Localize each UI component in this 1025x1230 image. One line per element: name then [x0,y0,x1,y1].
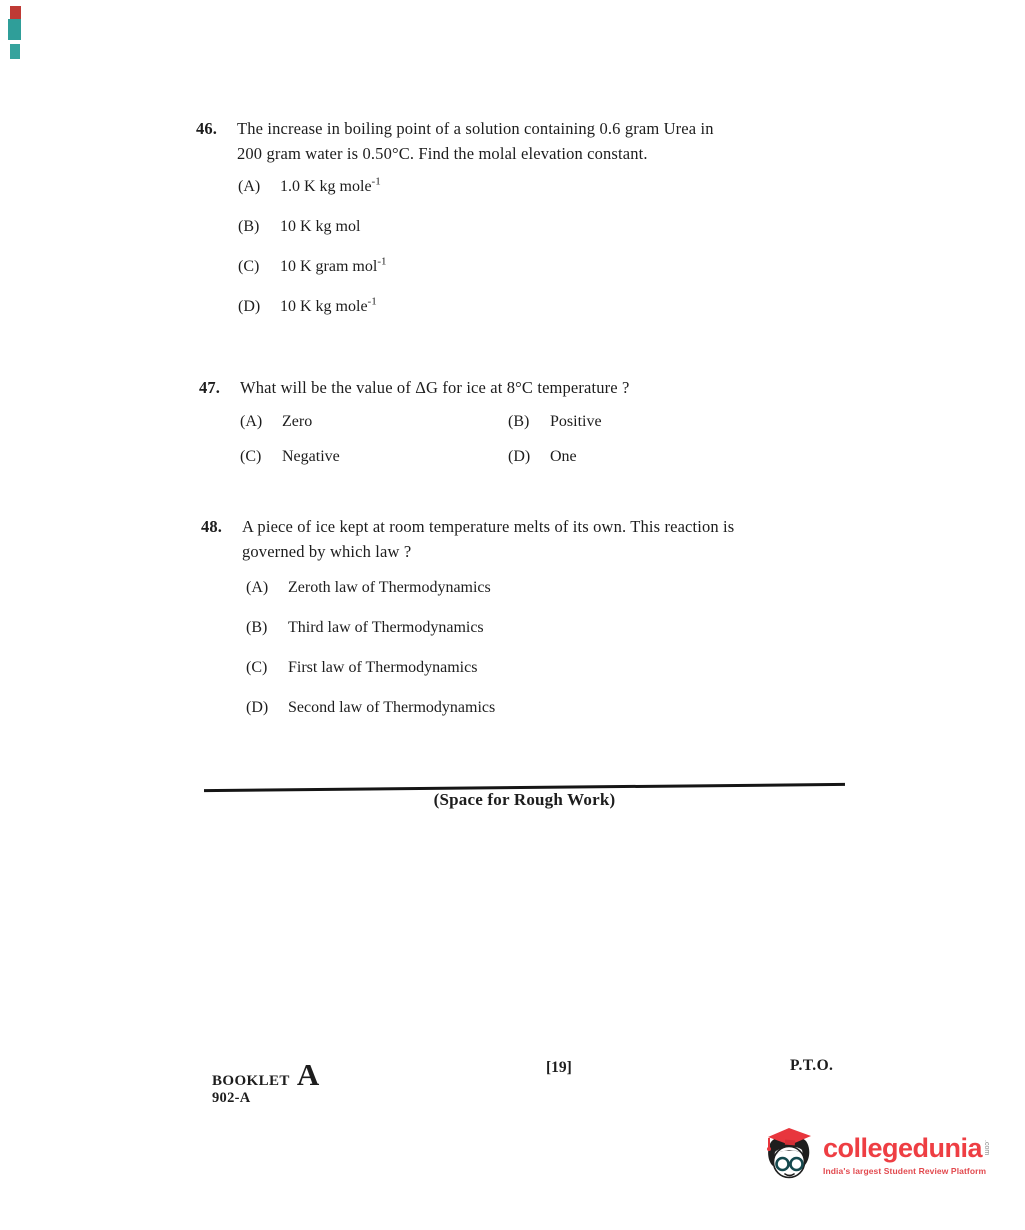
option-label: (A) [246,579,269,596]
option-text: Second law of Thermodynamics [288,699,496,716]
option-text: Positive [550,413,602,430]
option-label: (A) [238,178,261,195]
option-label: (C) [246,659,268,676]
option-text: 10 K gram mol$^{-1}$ [280,255,387,275]
option-text: Zeroth law of Thermodynamics [288,579,491,596]
question-text-line: The increase in boiling point of a solution containing 0.6 gram Urea in [237,119,714,138]
option-label: (D) [246,699,269,716]
pto-label: P.T.O. [790,1057,834,1074]
option-text: 10 K kg mol [280,218,361,235]
option-text: Third law of Thermodynamics [288,619,484,636]
option-a [246,578,495,597]
question-number: 47. [199,378,221,397]
logo-text [823,1120,990,1176]
option-b [246,618,495,637]
option-label: (B) [508,413,530,430]
brand-wordmark: collegedunia [823,1133,983,1163]
option-label: (D) [508,448,531,465]
option-label: (B) [246,619,268,636]
question-47 [199,375,859,400]
question-text-line: What will be the value of ΔG for ice at 8°C temperature ? [240,378,630,397]
question-47-options [240,412,602,466]
question-text [242,514,861,564]
page-number: [19] [546,1059,572,1076]
option-a [240,412,508,431]
scan-artifact [10,44,20,59]
option-text: Negative [282,448,340,465]
collegedunia-mascot-icon [756,1120,820,1191]
option-c [246,658,495,677]
question-46 [196,116,856,166]
option-superscript: -1 [367,295,377,308]
booklet-letter: A [296,1057,320,1092]
question-number: 48. [201,517,223,536]
booklet-label: BOOKLET [212,1073,290,1089]
option-superscript: -1 [377,255,387,268]
option-d [246,698,495,717]
option-label: (C) [240,448,262,465]
option-text: 1.0 K kg mole$^{-1}$ [280,175,381,195]
question-text-line: A piece of ice kept at room temperature melts of its own. This reaction is [242,517,735,536]
rough-work-heading: (Space for Rough Work) [433,790,616,809]
option-label: (A) [240,413,263,430]
question-text-line: governed by which law ? [242,542,412,561]
option-d [508,447,602,466]
option-label: (B) [238,218,260,235]
scan-artifact [8,19,21,40]
option-b [238,217,387,236]
option-a [238,177,387,196]
option-text: First law of Thermodynamics [288,659,478,676]
option-d [238,297,387,316]
question-text [240,375,859,400]
booklet-code: 902-A [212,1090,251,1106]
option-text: 10 K kg mole$^{-1}$ [280,295,377,315]
option-label: (C) [238,258,260,275]
brand-tagline: India's largest Student Review Platform [823,1166,987,1176]
question-number: 46. [196,119,218,138]
option-c [238,257,387,276]
question-text [237,116,856,166]
booklet-info [212,1057,320,1107]
option-superscript: -1 [371,175,381,188]
question-48 [201,514,861,564]
scan-artifact [10,6,21,19]
question-46-options [238,177,387,337]
question-text-line: 200 gram water is 0.50°C. Find the molal elevation constant. [237,144,648,163]
option-text: One [550,448,577,465]
option-text: Zero [282,413,313,430]
collegedunia-logo [756,1120,990,1191]
option-b [508,412,602,431]
option-label: (D) [238,298,261,315]
option-c [240,447,508,466]
question-48-options [246,578,495,738]
brand-tld: .com [983,1140,991,1156]
